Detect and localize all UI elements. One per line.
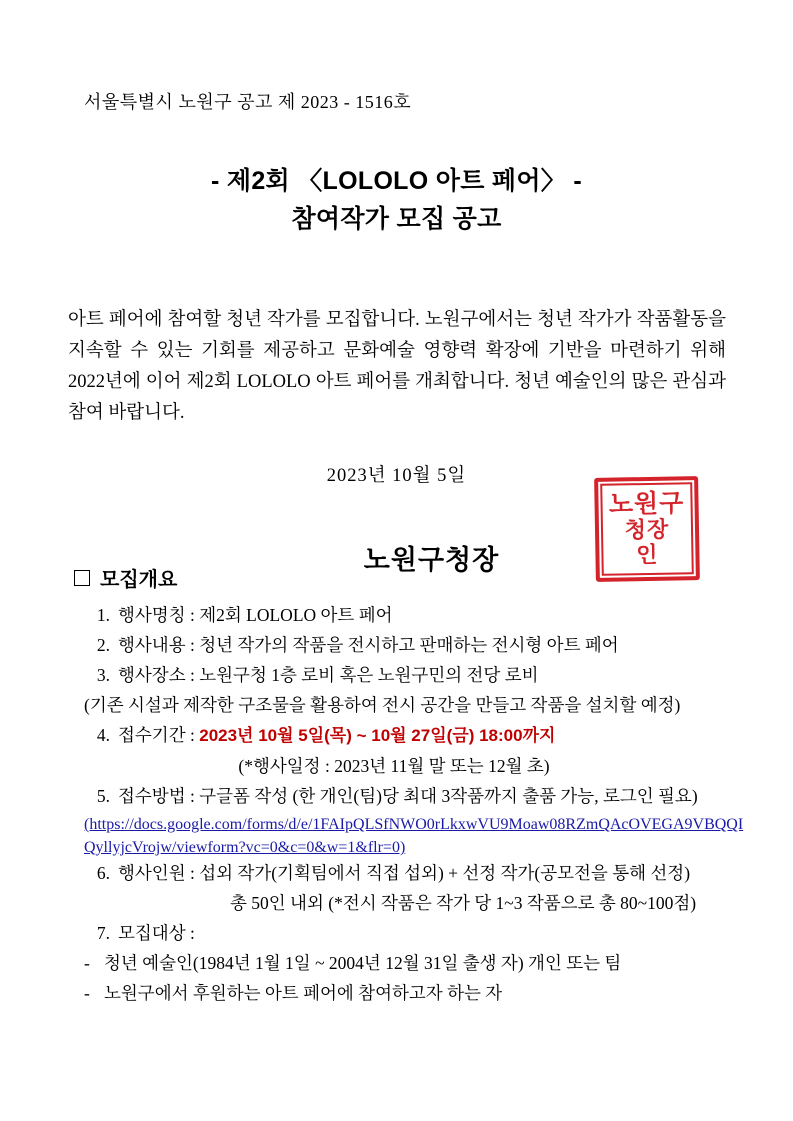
list-item-number: 4.	[96, 725, 110, 745]
seal-line-1: 노원구	[608, 489, 685, 519]
title-line-1: - 제2회 〈LOLOLO 아트 페어〉 -	[211, 167, 582, 195]
eligibility-bullet	[84, 978, 744, 1008]
list-item-application-method	[84, 781, 744, 811]
title-line-2: 참여작가 모집 공고	[291, 205, 502, 233]
venue-note: (기존 시설과 제작한 구조물을 활용하여 전시 공간을 만들고 작품을 설치할 예정)	[84, 695, 681, 715]
list-item	[84, 660, 744, 690]
dash-icon: -	[84, 953, 90, 973]
list-item-label: 모집대상 :	[118, 923, 195, 943]
checkbox-icon	[74, 570, 90, 586]
list-item-label: 행사장소 : 노원구청 1층 로비 혹은 노원구민의 전당 로비	[118, 665, 539, 685]
eligibility-bullet	[84, 948, 744, 978]
list-item-label: 행사인원 : 섭외 작가(기획팀에서 직접 섭외) + 선정 작가(공모전을 통해 선정)	[118, 863, 691, 883]
section-heading-label: 모집개요	[100, 569, 178, 591]
list-item-number: 6.	[96, 863, 110, 883]
eligibility-bullet-label: 노원구에서 후원하는 아트 페어에 참여하고자 하는 자	[104, 983, 503, 1003]
list-item-number: 3.	[96, 665, 110, 685]
issue-date: 2023년 10월 5일	[326, 466, 467, 486]
list-item-label: 행사명칭 : 제2회 LOLOLO 아트 페어	[118, 605, 393, 625]
list-item-label	[118, 720, 744, 751]
list-item-application-period	[84, 720, 744, 751]
list-item-number: 7.	[96, 923, 110, 943]
document-number: 서울특별시 노원구 공고 제 2023 - 1516호	[84, 92, 412, 112]
list-item-number: 2.	[96, 635, 110, 655]
issuer-signature: 노원구청장	[363, 545, 500, 575]
recruitment-details-list	[84, 600, 744, 1008]
section-heading-recruitment	[74, 563, 177, 592]
google-form-link[interactable]: (https://docs.google.com/forms/d/e/1FAIpQLSfNWO0rLkxwVU9Moaw08RZmQAcOVEGA9VBQQIQyllyjcVrojw/viewform?vc=0&c=0&w=1&flr=0)	[84, 816, 744, 856]
seal-inner-frame	[600, 482, 694, 576]
list-item	[84, 600, 744, 630]
seal-line-2: 청장	[624, 516, 670, 543]
document-title	[0, 162, 793, 238]
list-item-label: 접수방법 : 구글폼 작성 (한 개인(팀)당 최대 3작품까지 출품 가능, 로그인 필요)	[118, 786, 698, 806]
dash-icon: -	[84, 983, 90, 1003]
application-period-highlight: 2023년 10월 5일(목) ~ 10월 27일(금) 18:00까지	[199, 726, 556, 745]
list-item-eligibility	[84, 918, 744, 948]
list-item-participants	[84, 859, 744, 888]
list-item	[84, 630, 744, 660]
eligibility-bullet-label: 청년 예술인(1984년 1월 1일 ~ 2004년 12월 31일 출생 자) 개인 또는 팀	[104, 953, 622, 973]
intro-paragraph: 아트 페어에 참여할 청년 작가를 모집합니다. 노원구에서는 청년 작가가 작품활동을 지속할 수 있는 기회를 제공하고 문화예술 영향력 확장에 기반을 마련하기 위해 2022년에 이어 제2회 LOLOLO 아트 페어를 개최합니다. 청년 예술인의 많은 관심과 참여 바랍니다.	[68, 310, 726, 423]
seal-line-3: 인	[636, 541, 659, 567]
schedule-note: (*행사일정 : 2023년 11월 말 또는 12월 초)	[238, 756, 550, 776]
official-seal-stamp	[594, 476, 700, 582]
application-period-prefix: 접수기간 :	[118, 725, 200, 745]
participants-subnote: 총 50인 내외 (*전시 작품은 작가 당 1~3 작품으로 총 80~100점)	[230, 893, 697, 913]
list-item-number: 5.	[96, 786, 110, 806]
list-item-label: 행사내용 : 청년 작가의 작품을 전시하고 판매하는 전시형 아트 페어	[118, 635, 619, 655]
list-item-number: 1.	[96, 605, 110, 625]
